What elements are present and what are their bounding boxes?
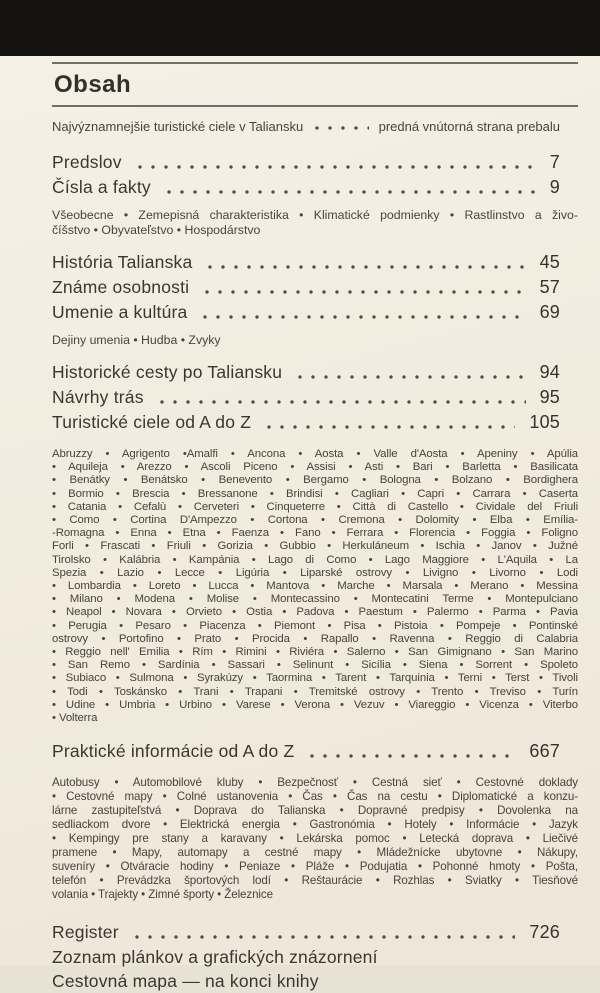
toc-entry-row [52, 411, 578, 434]
dot-leader [298, 375, 525, 379]
dot-leader [138, 165, 536, 169]
topic-line: • Milano • Modena • Molise • Montecassino • Montecatini Terme • Montepulciano [52, 593, 578, 606]
topic-line: • San Remo • Sardínia • Sassari • Selinunt • Sicília • Siena • Sorrent • Spoleto [52, 659, 578, 672]
dot-leader [310, 754, 515, 758]
topic-line: • Volterra [52, 712, 98, 725]
toc-entry-row [52, 276, 578, 299]
topic-line: • Catania • Cefalù • Cerveteri • Cinqueterre • Città di Castello • Cividale del Friuli [52, 500, 578, 513]
book-page [0, 56, 600, 991]
toc-entry-row [52, 301, 578, 324]
topic-list-general [52, 208, 578, 238]
toc-entry-label: Čísla a fakty [52, 177, 151, 197]
toc-page-number: 95 [539, 387, 560, 407]
topic-line: • Subiaco • Sulmona • Syrakúzy • Taormina • Tarent • Tarquinia • Terni • Terst • Tivoli [52, 672, 578, 685]
topic-line: • Reggio nell' Emilia • Rím • Rimini • Riviéra • Salerno • San Gimignano • San Marino [52, 646, 578, 659]
topic-line: Spezia • Lazio • Lecce • Ligúria • Liparské ostrovy • Livigno • Livorno • Lodi [52, 566, 578, 579]
toc-page-number: 57 [539, 277, 560, 297]
toc-entry-label: Známe osobnosti [52, 277, 190, 297]
topic-line: • Cestovné mapy • Colné ustanovenia • Čas • Čas na cestu • Diplomatické a konzu- [52, 790, 578, 804]
topic-list-practical [52, 776, 578, 902]
dot-leader [167, 190, 536, 194]
divider-top [52, 62, 578, 64]
table-of-contents [52, 119, 578, 993]
toc-entry-label: Návrhy trás [52, 387, 144, 407]
topic-line: • Benátky • Benátsko • Benevento • Bergamo • Bologna • Bolzano • Bordighera [52, 474, 578, 487]
topic-line: sedliackom dvore • Elektrická energia • Gastronómia • Hotely • Informácie • Jazyk [52, 818, 578, 832]
dot-leader [203, 315, 525, 319]
toc-entry-label: História Talianska [52, 252, 193, 272]
topic-line: Tirolsko • Kalábria • Kampánia • Lago di Como • Lago Maggiore • L'Aquila • La [52, 553, 578, 566]
divider-under-title [52, 105, 578, 107]
topic-line: Dejiny umenia • Hudba • Zvyky [52, 333, 221, 347]
toc-page-number: 7 [549, 152, 560, 172]
toc-entry-label: Najvýznamnejšie turistické ciele v Taliansku [52, 119, 304, 134]
topic-line: Všeobecne • Zemepisná charakteristika • Klimatické podmienky • Rastlinstvo a živo- [52, 208, 578, 222]
toc-entry-label: Predslov [52, 152, 122, 172]
topic-line: ostrovy • Portofino • Prato • Procida • Rapallo • Ravenna • Reggio di Calabria [52, 632, 578, 645]
dot-leader [208, 265, 525, 269]
toc-entry-row [52, 251, 578, 274]
topic-line: Abruzzy • Agrigento •Amalfi • Ancona • Aosta • Valle d'Aosta • Apeniny • Apúlia [52, 448, 578, 460]
topic-line: -Romagna • Enna • Etna • Faenza • Fano • Ferrara • Florencia • Foggia • Foligno [52, 527, 578, 540]
toc-page-number: 94 [539, 362, 560, 382]
topic-list-culture [52, 333, 578, 348]
topic-line: • Perugia • Pesaro • Piacenza • Piemont • Pisa • Pistoia • Pompeje • Pontinské [52, 619, 578, 632]
topic-line: • Como • Cortina D'Ampezzo • Cortona • Cremona • Dolomity • Elba • Emília- [52, 514, 578, 527]
toc-entry-label: Turistické ciele od A do Z [52, 412, 252, 432]
toc-page-number: 69 [539, 302, 560, 322]
toc-entry-row [52, 361, 578, 384]
page-title: Obsah [54, 71, 132, 98]
toc-entry-label: Historické cesty po Taliansku [52, 362, 283, 382]
dot-leader [160, 400, 526, 404]
toc-entry-row [52, 176, 578, 199]
toc-entry-row [52, 921, 578, 944]
dot-leader [315, 126, 368, 130]
topic-line: • Neapol • Novara • Orvieto • Ostia • Padova • Paestum • Palermo • Parma • Pavia [52, 606, 578, 619]
toc-entry-row [52, 151, 578, 174]
toc-entry-row [52, 740, 578, 763]
toc-entry-row [52, 386, 578, 409]
topic-line: číšstvo • Obyvateľstvo • Hospodárstvo [52, 223, 261, 237]
dot-leader [267, 425, 515, 429]
toc-entry-label: Umenie a kultúra [52, 302, 188, 322]
topic-line: • Lombardia • Loreto • Lucca • Mantova • Marche • Marsala • Merano • Messina [52, 580, 578, 593]
toc-page-number: 45 [539, 252, 560, 272]
topic-line: • Kempingy pre stany a karavany • Lekárska pomoc • Letecká doprava • Liečivé [52, 832, 578, 846]
toc-page-number: predná vnútorná strana prebalu [378, 119, 560, 134]
topic-line: lárne zastupiteľstvá • Doprava do Talianska • Dopravné predpisy • Dovolenka na [52, 804, 578, 818]
topic-line: • Udine • Umbria • Urbino • Varese • Verona • Vezuv • Viareggio • Vicenza • Viterbo [52, 698, 578, 711]
topic-line: pramene • Mapy, automapy a cestné mapy • Mládežnícke ubytovne • Nákupy, [52, 846, 578, 860]
toc-plain-entry: Zoznam plánkov a grafických znázornení [52, 947, 378, 968]
topic-line: • Todi • Toskánsko • Trani • Trapani • Tremitské ostrovy • Trento • Treviso • Turín [52, 685, 578, 698]
topic-line: suveníry • Otváracie hodiny • Peniaze • Pláže • Podujatia • Pohonné hmoty • Pošta, [52, 860, 578, 874]
dot-leader [135, 935, 516, 939]
toc-entry-label: Register [52, 922, 119, 943]
topic-line: Autobusy • Automobilové kluby • Bezpečnosť • Cestná sieť • Cestovné doklady [52, 776, 578, 790]
toc-entry-label: Praktické informácie od A do Z [52, 741, 295, 762]
topic-line: volania • Trajekty • Zimné športy • Železnice [52, 888, 273, 902]
toc-page-number: 726 [529, 922, 560, 943]
topic-line: • Bormio • Brescia • Bressanone • Brindisi • Cagliari • Capri • Carrara • Caserta [52, 487, 578, 500]
toc-page-number: 667 [529, 741, 560, 762]
topic-list-destinations [52, 448, 578, 725]
topic-line: • Aquileja • Arezzo • Ascoli Piceno • Assisi • Asti • Bari • Barletta • Basilicata [52, 461, 578, 474]
toc-page-number: 9 [549, 177, 560, 197]
dot-leader [205, 290, 525, 294]
scan-dark-edge [0, 0, 600, 56]
topic-line: Forli • Frascati • Friuli • Gorizia • Gubbio • Herkuláneum • Ischia • Janov • Južné [52, 540, 578, 553]
toc-page-number: 105 [529, 412, 560, 432]
toc-plain-entry: Cestovná mapa — na konci knihy [52, 970, 319, 991]
topic-line: telefón • Prevádzka športových lodí • Reštaurácie • Rozhlas • Sviatky • Tiesňové [52, 874, 578, 888]
toc-note-row [52, 119, 578, 134]
